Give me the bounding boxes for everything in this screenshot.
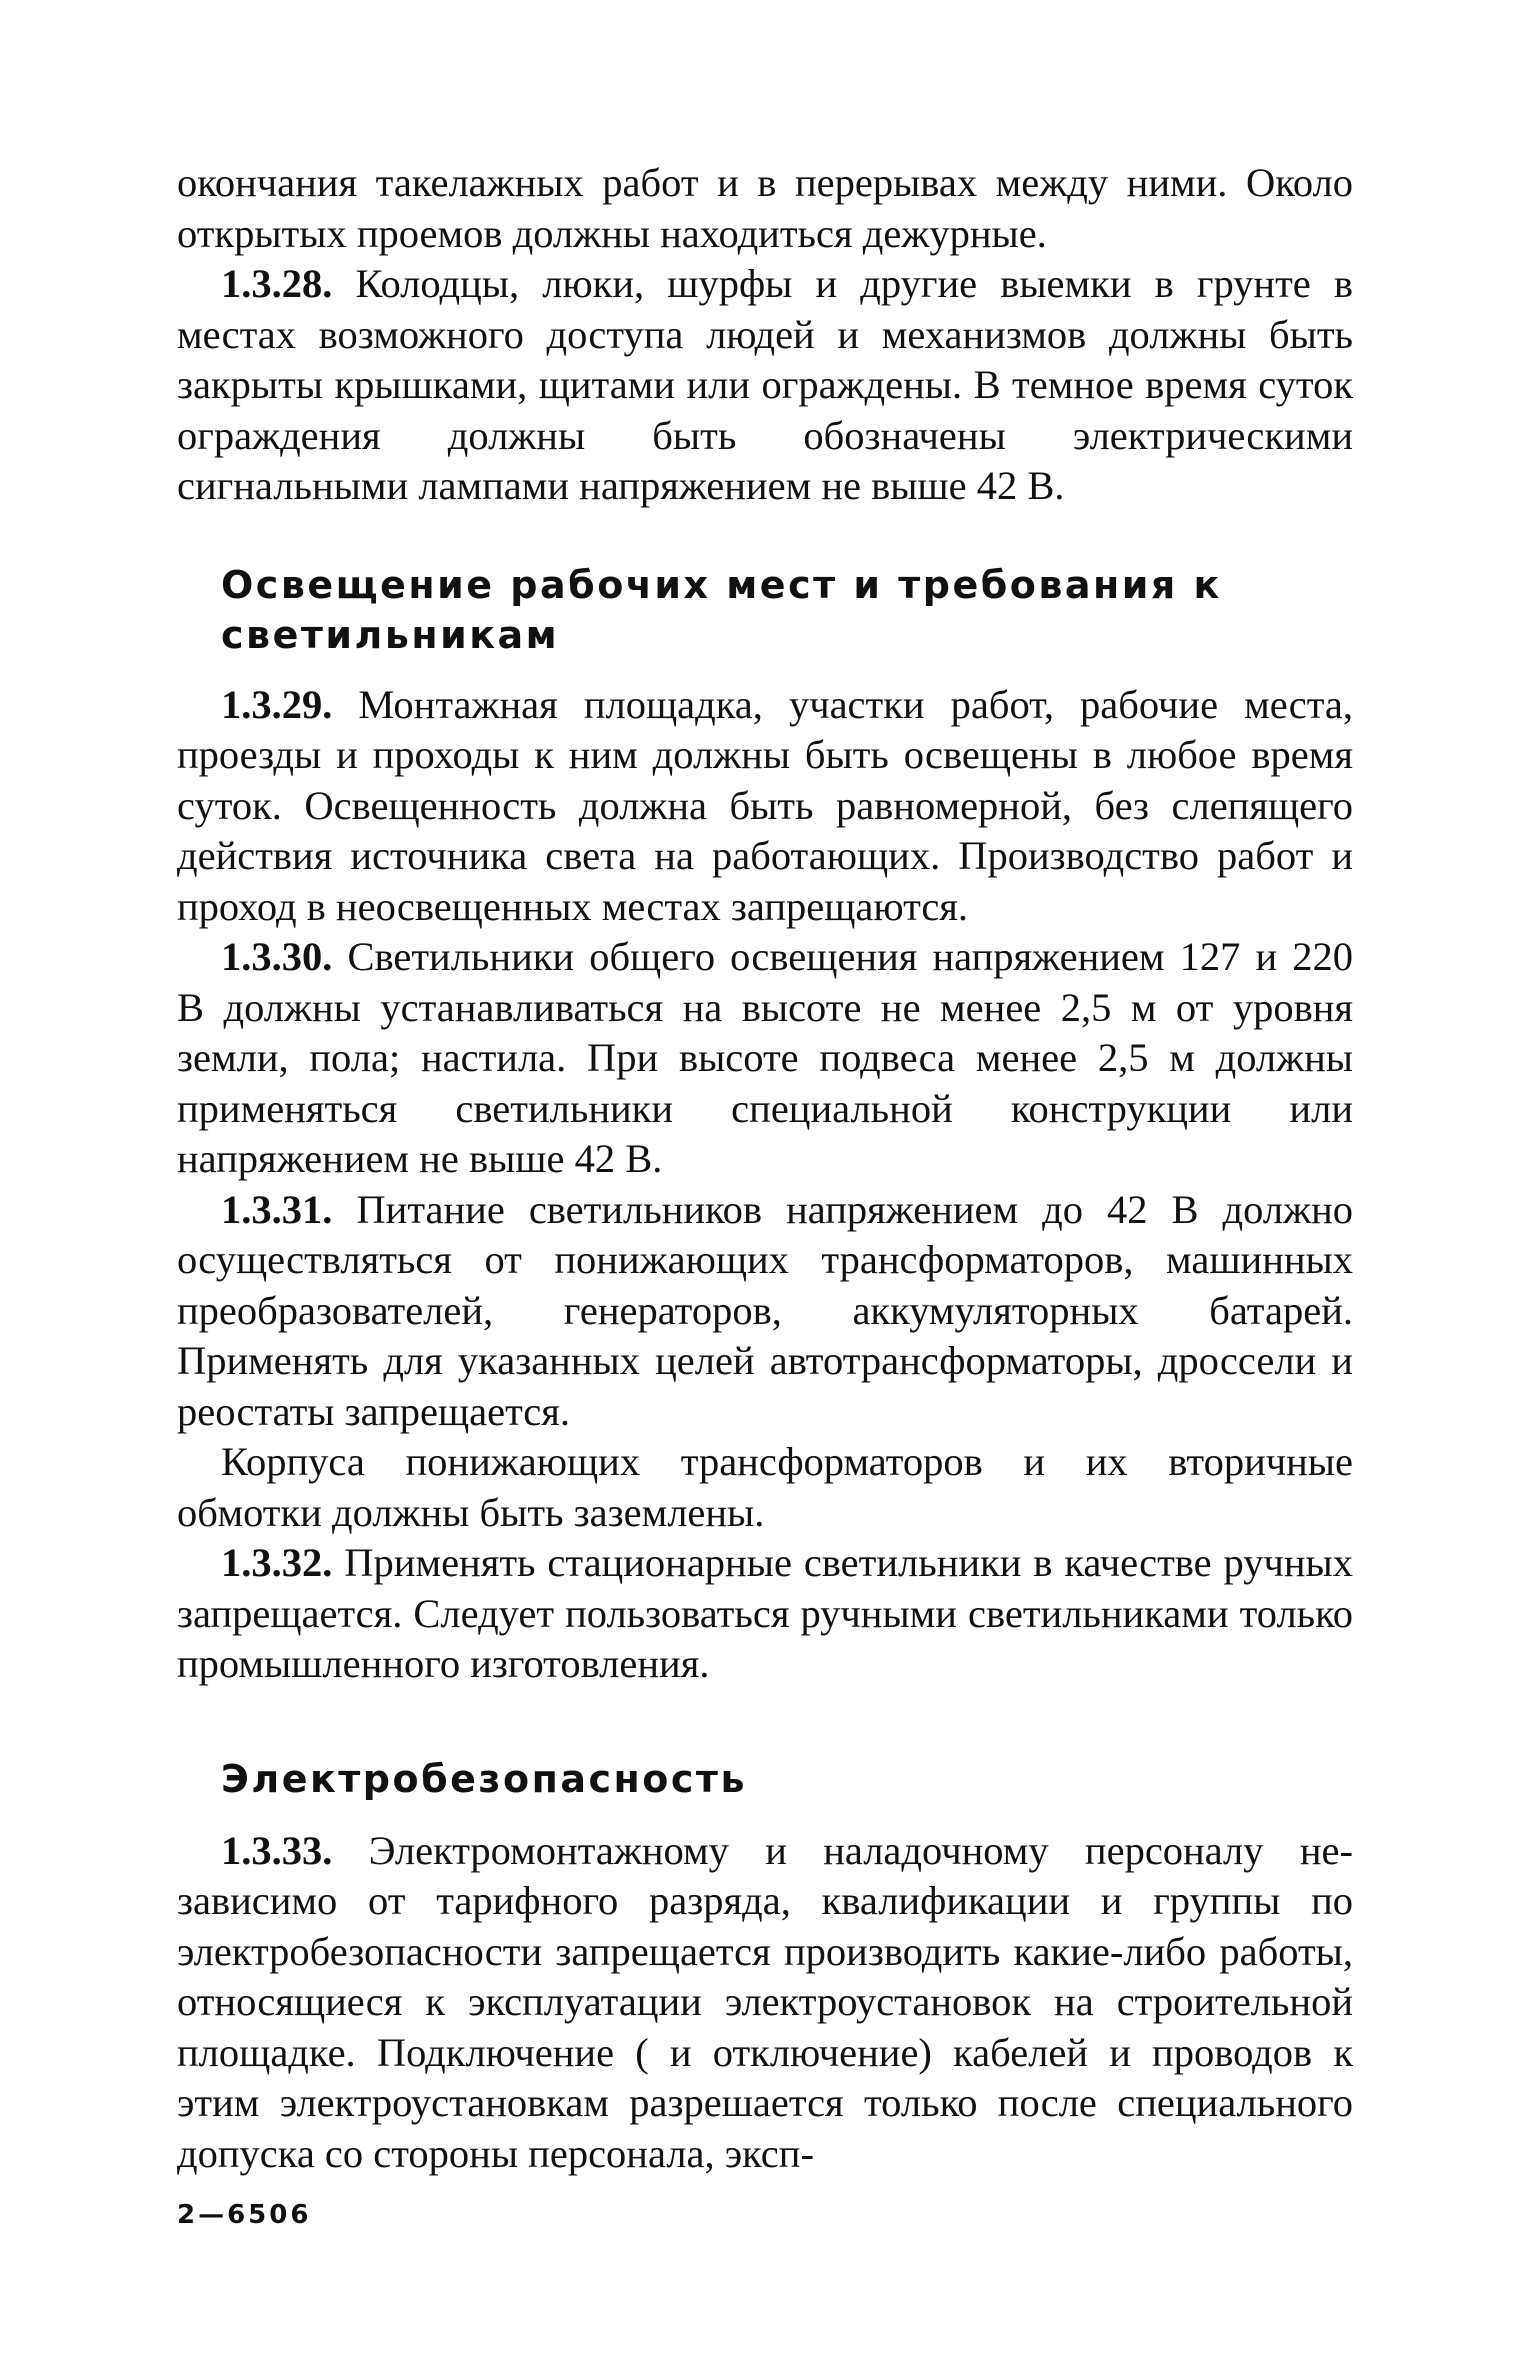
paragraph-1-3-29 [177, 680, 1353, 933]
clause-text: Питание светильников напряжением до 42 В должно осуществляться от понижающих трансформаторов, машинных преобразователей, генераторов, аккумуляторных батарей. Применять для указанных целей автотрансформаторы, дроссели и реостаты запрещается. [177, 1186, 1353, 1434]
clause-number: 1.3.28. [221, 261, 333, 306]
section-heading-lighting: Освещение рабочих мест и требования к светильникам [221, 562, 1222, 657]
clause-text: Электромонтажному и наладочному персоналу независимо от тарифного разряда, квалификации и группы по электробезопасности запрещается производить какие-либо работы, относящиеся к эксплуатации электроустановок на строительной площадке. Подключение ( и отключение) кабелей и проводов к этим электроустановкам разрешается только после специального допуска со стороны персонала, эксп- [177, 1827, 1353, 2176]
printer-signature-mark: 2—6506 [177, 2200, 312, 2230]
intro-text: окончания такелажных работ и в перерывах между ними. Около открытых проемов должны находиться дежурные. [177, 160, 1353, 256]
clause-text: Применять стационарные светильники в качестве ручных запрещается. Следует пользоваться ручными светильниками только промышленного изготовления. [177, 1540, 1353, 1686]
paragraph-1-3-33 [177, 1826, 1353, 2180]
clause-text: Светильники общего освещения напряжением 127 и 220 В должны устанавливаться на высоте не менее 2,5 м от уровня земли, пола; настила. При высоте подвеса менее 2,5 м должны применяться светильники специальной конструкции или напряжением не выше 42 В. [177, 934, 1353, 1181]
intro-paragraph [177, 158, 1353, 259]
paragraph-1-3-32 [177, 1538, 1353, 1690]
clause-text: Корпуса понижающих трансформаторов и их вторичные обмотки должны быть заземлены. [177, 1439, 1353, 1535]
paragraph-1-3-30 [177, 932, 1353, 1185]
clause-number: 1.3.32. [221, 1540, 333, 1585]
text-column [177, 158, 1353, 2179]
clause-number: 1.3.33. [221, 1827, 333, 1873]
paragraph-1-3-31 [177, 1185, 1353, 1438]
section-heading-electrical-safety: Электробезопасность [221, 1756, 747, 1801]
clause-text: Колодцы, люки, шурфы и другие выемки в грунте в местах возможного доступа людей и механизмов должны быть закрыты крышками, щитами или ограждены. В темное время суток ограждения должны быть обозначены электрическими сигнальными лампами напряжением не выше 42 В. [177, 261, 1353, 508]
paragraph-grounding [177, 1437, 1353, 1538]
clause-number: 1.3.31. [221, 1186, 333, 1232]
clause-text: Монтажная площадка, участки работ, рабочие места, проезды и проходы к ним должны быть освещены в любое время суток. Освещенность должна быть равномерной, без слепящего действия источника света на работающих. Производство работ и проход в неосвещенных местах запрещаются. [177, 681, 1353, 929]
clause-number: 1.3.30. [221, 934, 333, 979]
clause-number: 1.3.29. [221, 681, 333, 727]
paragraph-1-3-28 [177, 259, 1353, 512]
